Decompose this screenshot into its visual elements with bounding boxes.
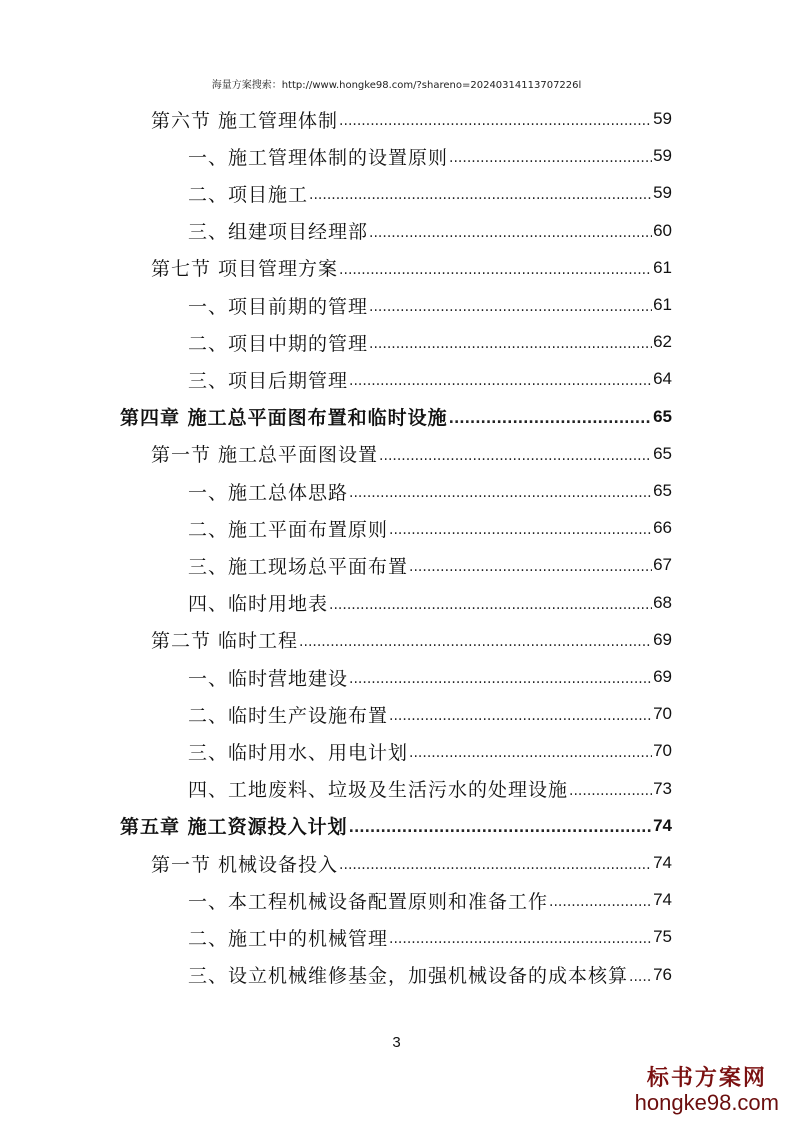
toc-entry-page: 67	[653, 555, 672, 575]
toc-subsection-entry[interactable]	[188, 957, 672, 993]
toc-entry-title: 三、组建项目经理部	[188, 221, 369, 244]
toc-subsection-entry[interactable]	[188, 361, 672, 397]
toc-chapter-entry[interactable]	[120, 399, 672, 435]
toc-entry-page: 64	[653, 369, 672, 389]
toc-entry-page: 74	[653, 853, 672, 872]
header-search-note: 海量方案搜索：http://www.hongke98.com/?shareno=20240314113707226l	[211, 80, 582, 91]
toc-entry-title: 第一节 施工总平面图设置	[151, 444, 379, 467]
toc-dot-leader	[449, 411, 652, 427]
toc-entry-title: 一、施工管理体制的设置原则	[188, 146, 449, 169]
toc-entry-page: 65	[653, 443, 672, 463]
toc-subsection-entry[interactable]	[188, 473, 672, 509]
toc-entry-title: 第二节 临时工程	[151, 630, 299, 653]
page-number: 3	[392, 1034, 401, 1051]
toc-entry-title: 第五章 施工资源投入计划	[120, 816, 348, 839]
toc-dot-leader	[339, 113, 652, 129]
toc-section-entry[interactable]	[151, 101, 672, 137]
toc-entry-title: 一、本工程机械设备配置原则和准备工作	[188, 890, 549, 913]
toc-section-entry[interactable]	[151, 436, 672, 472]
watermark-domain-text: hongke98.com	[634, 1090, 779, 1115]
toc-dot-leader	[629, 969, 652, 985]
toc-entry-title: 三、临时用水、用电计划	[188, 741, 409, 764]
toc-entry-page: 59	[653, 183, 672, 203]
toc-subsection-entry[interactable]	[188, 771, 672, 807]
toc-section-entry[interactable]	[151, 622, 672, 658]
toc-dot-leader	[449, 150, 652, 166]
toc-dot-leader	[379, 448, 652, 464]
toc-entry-title: 二、施工中的机械管理	[188, 927, 389, 950]
toc-entry-title: 第一节 机械设备投入	[151, 853, 339, 876]
toc-entry-page: 66	[653, 518, 672, 538]
toc-subsection-entry[interactable]	[188, 585, 672, 621]
toc-dot-leader	[389, 708, 652, 724]
toc-entry-title: 第七节 项目管理方案	[151, 258, 339, 281]
toc-entry-page: 70	[653, 741, 672, 761]
toc-entry-title: 二、临时生产设施布置	[188, 704, 389, 727]
toc-entry-page: 74	[653, 815, 672, 835]
toc-entry-page: 62	[653, 332, 672, 352]
toc-entry-title: 二、项目中期的管理	[188, 332, 369, 355]
toc-dot-leader	[369, 336, 652, 352]
toc-entry-page: 69	[653, 629, 672, 649]
toc-entry-page: 59	[653, 146, 672, 166]
toc-entry-page: 75	[653, 927, 672, 947]
toc-chapter-entry[interactable]	[120, 808, 672, 844]
toc-entry-title: 第四章 施工总平面图布置和临时设施	[120, 407, 448, 430]
toc-entry-page: 70	[653, 704, 672, 724]
toc-subsection-entry[interactable]	[188, 324, 672, 360]
toc-entry-page: 59	[653, 109, 672, 128]
toc-entry-page: 65	[653, 406, 672, 426]
toc-subsection-entry[interactable]	[188, 138, 672, 174]
toc-entry-title: 四、临时用地表	[188, 593, 329, 616]
toc-subsection-entry[interactable]	[188, 696, 672, 732]
toc-subsection-entry[interactable]	[188, 287, 672, 323]
toc-entry-title: 一、项目前期的管理	[188, 295, 369, 318]
toc-entry-page: 61	[653, 295, 672, 314]
toc-dot-leader	[569, 783, 652, 799]
toc-dot-leader	[339, 857, 652, 873]
toc-dot-leader	[349, 820, 652, 836]
toc-entry-title: 三、项目后期管理	[188, 369, 349, 392]
toc-dot-leader	[299, 634, 652, 650]
toc-entry-title: 四、工地废料、垃圾及生活污水的处理设施	[188, 779, 569, 802]
watermark-chinese-text: 标书方案网	[646, 1065, 767, 1091]
toc-dot-leader	[369, 225, 652, 241]
toc-section-entry[interactable]	[151, 845, 672, 881]
toc-dot-leader	[329, 597, 652, 613]
toc-entry-page: 65	[653, 481, 672, 500]
toc-dot-leader	[389, 931, 652, 947]
toc-subsection-entry[interactable]	[188, 547, 672, 583]
toc-dot-leader	[369, 299, 652, 315]
toc-subsection-entry[interactable]	[188, 213, 672, 249]
toc-dot-leader	[409, 745, 652, 761]
toc-entry-title: 一、施工总体思路	[188, 481, 349, 504]
toc-section-entry[interactable]	[151, 250, 672, 286]
toc-dot-leader	[349, 373, 652, 389]
toc-dot-leader	[349, 485, 652, 501]
toc-subsection-entry[interactable]	[188, 659, 672, 695]
toc-dot-leader	[389, 522, 652, 538]
toc-subsection-entry[interactable]	[188, 919, 672, 955]
toc-dot-leader	[349, 671, 652, 687]
toc-entry-title: 三、设立机械维修基金，加强机械设备的成本核算	[188, 965, 629, 988]
toc-entry-page: 61	[653, 257, 672, 277]
toc-dot-leader	[309, 187, 652, 203]
toc-entry-title: 二、项目施工	[188, 183, 309, 206]
toc-entry-page: 69	[653, 667, 672, 686]
toc-dot-leader	[549, 894, 652, 910]
toc-subsection-entry[interactable]	[188, 733, 672, 769]
site-watermark-logo	[635, 1061, 779, 1116]
toc-entry-page: 76	[653, 964, 672, 984]
toc-entry-title: 三、施工现场总平面布置	[188, 555, 409, 578]
toc-entry-page: 60	[653, 220, 672, 240]
toc-entry-page: 74	[653, 890, 672, 910]
toc-entry-page: 73	[653, 778, 672, 798]
toc-subsection-entry[interactable]	[188, 510, 672, 546]
toc-entry-page: 68	[653, 592, 672, 612]
toc-entry-title: 一、临时营地建设	[188, 667, 349, 690]
toc-dot-leader	[339, 262, 652, 278]
toc-dot-leader	[409, 559, 652, 575]
toc-subsection-entry[interactable]	[188, 882, 672, 918]
toc-subsection-entry[interactable]	[188, 175, 672, 211]
toc-entry-title: 二、施工平面布置原则	[188, 518, 389, 541]
toc-entry-title: 第六节 施工管理体制	[151, 109, 339, 132]
